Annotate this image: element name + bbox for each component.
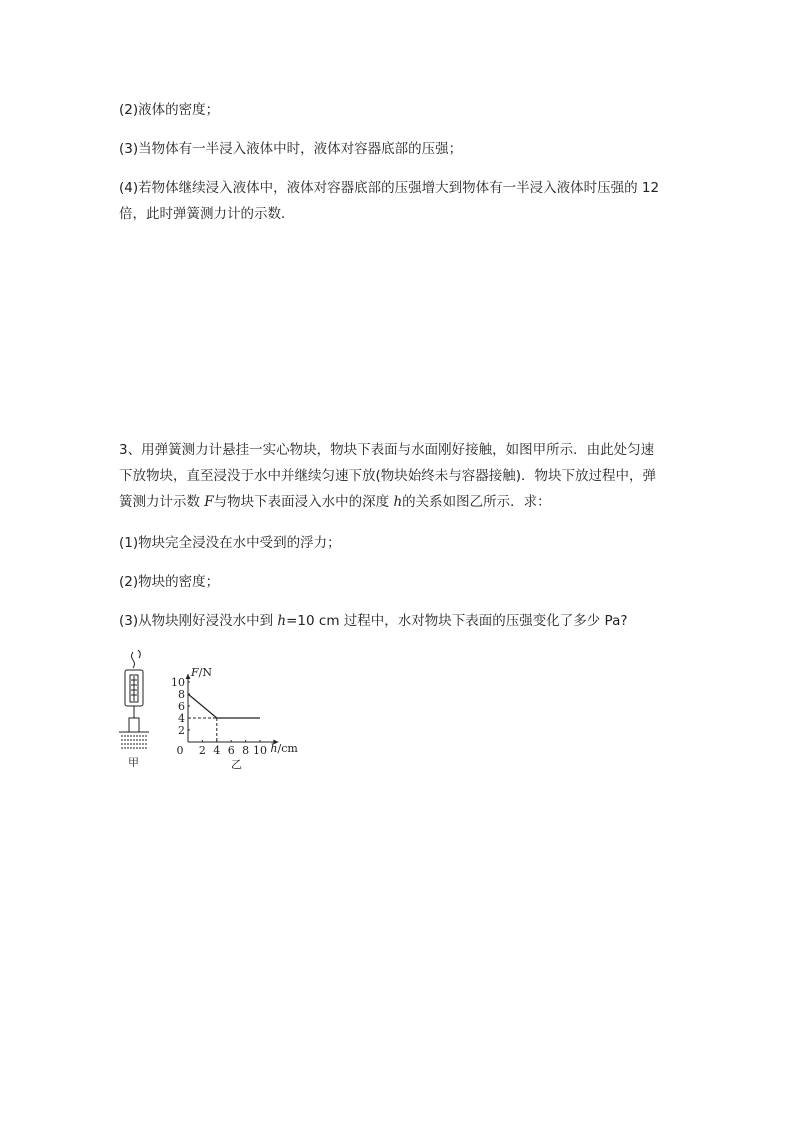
var-h: h — [277, 613, 287, 629]
figure-svg — [113, 646, 313, 776]
x-tick-label: 2 — [198, 744, 206, 757]
q2-sub4 — [119, 175, 679, 227]
y-tick-label: 10 — [171, 676, 185, 689]
q2-sub4-line1: (4)若物体继续浸入液体中，液体对容器底部的压强增大到物体有一半浸入液体时压强的 12 — [119, 180, 660, 196]
q3-sub3: (3)从物块刚好浸没水中到 h=10 cm 过程中，水对物块下表面的压强变化了多少 Pa? — [119, 613, 628, 629]
caption-jia: 甲 — [128, 756, 139, 769]
y-tick-label: 6 — [178, 700, 185, 713]
q3-stem-line2: 下放物块，直至浸没于水中并继续匀速下放(物块始终未与容器接触)．物块下放过程中，弹 — [119, 468, 657, 484]
q2-sub3: (3)当物体有一半浸入液体中时，液体对容器底部的压强； — [119, 141, 463, 157]
q3-stem-line1: 3、用弹簧测力计悬挂一实心物块，物块下表面与水面刚好接触，如图甲所示．由此处匀速 — [119, 442, 655, 458]
y-tick-label: 8 — [178, 688, 185, 701]
q2-sub2: (2)液体的密度； — [119, 102, 220, 118]
q3-sub1: (1)物块完全浸没在水中受到的浮力； — [119, 535, 341, 551]
block — [129, 718, 139, 732]
q3-stem-line3: 簧测力计示数 F与物块下表面浸入水中的深度 h的关系如图乙所示．求： — [119, 494, 551, 510]
x-tick-label: 0 — [176, 744, 184, 757]
x-axis-label: h/cm — [270, 742, 298, 755]
f-h-chart — [171, 666, 298, 757]
hanging-hook-icon — [132, 652, 135, 668]
series-line — [188, 694, 260, 718]
x-tick-label: 8 — [242, 744, 250, 757]
caption-yi: 乙 — [231, 758, 242, 771]
var-F: F — [204, 494, 214, 510]
x-tick-label: 6 — [227, 744, 235, 757]
spring-scale-apparatus — [119, 650, 149, 748]
figure — [113, 646, 313, 776]
q3-sub2: (2)物块的密度； — [119, 574, 220, 590]
var-h: h — [393, 494, 403, 510]
x-tick-label: 10 — [253, 744, 267, 757]
y-tick-label: 4 — [178, 712, 185, 725]
q2-sub4-line2: 倍，此时弹簧测力计的示数． — [119, 206, 295, 222]
q3-stem — [119, 437, 679, 515]
y-axis-label: F/N — [191, 666, 212, 679]
y-axis-arrow-icon — [186, 674, 191, 679]
x-tick-label: 4 — [213, 744, 221, 757]
y-tick-label: 2 — [178, 724, 185, 737]
